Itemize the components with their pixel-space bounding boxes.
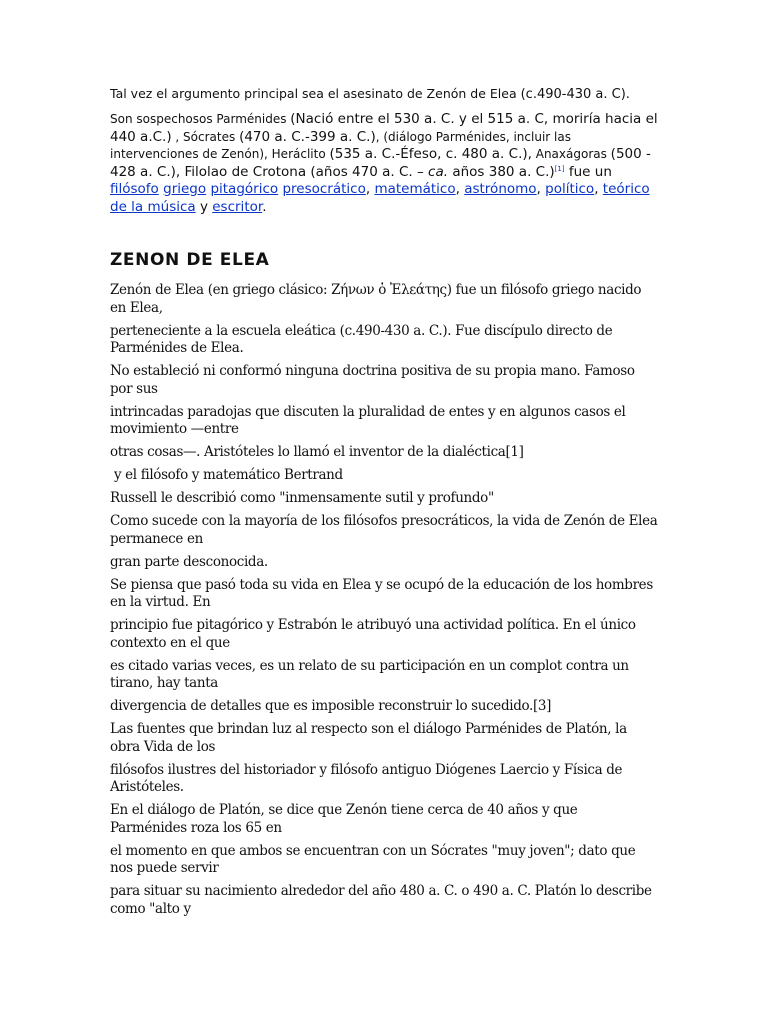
link-teorico-musica[interactable]: teórico de la música [110, 181, 650, 215]
link-astronomo[interactable]: astrónomo [464, 181, 537, 197]
paragraph: intrincadas paradojas que discuten la pluralidad de entes y en algunos casos el movimiento —entre [110, 403, 626, 437]
paragraph: y el filósofo y matemático Bertrand [110, 467, 343, 483]
link-escritor[interactable]: escritor [212, 198, 263, 215]
link-matematico[interactable]: matemático [374, 181, 456, 197]
paragraph: principio fue pitagórico y Estrabón le atribuyó una actividad política. En el único contexto en el que [110, 617, 636, 651]
body-text [110, 282, 658, 924]
intro-text-3: , Sócrates [171, 129, 240, 144]
paragraph: Como sucede con la mayoría de los filósofos presocráticos, la vida de Zenón de Elea permanece en [110, 513, 658, 547]
paragraph: Russell le describió como "inmensamente sutil y profundo" [110, 490, 494, 506]
intro-text-8: (500 - 428 a. C.), Filolao de Crotona (años 470 a. C. – [110, 146, 651, 180]
paragraph: divergencia de detalles que es imposible reconstruir lo sucedido.[3] [110, 698, 552, 714]
intro-line [110, 84, 658, 105]
link-politico[interactable]: político [545, 181, 595, 197]
paragraph: No estableció ni conformó ninguna doctrina positiva de su propia mano. Famoso por sus [110, 363, 635, 397]
link-griego[interactable]: griego [163, 181, 207, 197]
paragraph: En el diálogo de Platón, se dice que Zenón tiene cerca de 40 años y que Parménides roza los 65 en [110, 802, 578, 836]
intro-text-1: Son sospechosos Parménides [110, 112, 291, 126]
paragraph: el momento en que ambos se encuentran con un Sócrates "muy joven"; dato que nos puede servir [110, 842, 636, 876]
section-heading: ZENON DE ELEA [110, 250, 270, 270]
paragraph: gran parte desconocida. [110, 553, 268, 570]
link-presocratico[interactable]: presocrático [282, 181, 366, 197]
intro-text-end: . [262, 198, 267, 215]
paragraph: es citado varias veces, es un relato de su participación en un complot contra un tirano, hay tanta [110, 657, 629, 691]
intro-text-2: (Nació entre el 530 a. C. y el 515 a. C, moriría hacia el 440 a.C.) [110, 111, 658, 145]
intro-text-ca: ca. [428, 163, 449, 180]
paragraph: otras cosas—. Aristóteles lo llamó el inventor de la dialéctica[1] [110, 444, 524, 460]
paragraph: para situar su nacimiento alrededor del año 480 a. C. o 490 a. C. Platón lo describe como "alto y [110, 883, 652, 917]
intro-line-text: Tal vez el argumento principal sea el asesinato de Zenón de Elea [110, 86, 517, 101]
paragraph: filósofos ilustres del historiador y filósofo antiguo Diógenes Laercio y Física de Aristóteles. [110, 761, 623, 795]
intro-text-10: fue un [564, 163, 612, 180]
intro-text-and: y [195, 198, 213, 215]
intro-paragraph: Son sospechosos Parménides (Nació entre el 530 a. C. y el 515 a. C, moriría hacia el 440 a.C.) , Sócrates (470 a. C.-399 a. C.), (diálogo Parménides, incluir las intervenciones de Zenón), Heráclito (535 a. C.-Éfeso, c. 480 a. C.), Anaxágoras (500 - 428 a. C.), Filolao de Crotona (años 470 a. C. – ca. años 380 a. C.)[1] fue un filósofo griego pitagórico presocrático, matemático, astrónomo, político, teórico de la música y escritor. [110, 111, 658, 215]
intro-text-5: , (diálogo Parménides, incluir las intervenciones de Zenón), Heráclito [110, 129, 571, 161]
paragraph: Zenón de Elea (en griego clásico: Ζήνων ὁ Ἐλεάτης) fue un filósofo griego nacido en Elea, [110, 282, 642, 316]
intro-text-6: (535 a. C.-Éfeso, c. 480 a. C.), [329, 146, 532, 162]
intro-text-7: Anaxágoras [531, 147, 611, 161]
intro-text-9: años 380 a. C.) [448, 163, 555, 180]
footnote-ref-link[interactable]: [1] [554, 164, 565, 173]
intro-line-dates: (c.490-430 a. C). [520, 87, 630, 102]
paragraph: perteneciente a la escuela eleática (c.490-430 a. C.). Fue discípulo directo de Parménides de Elea. [110, 322, 613, 356]
intro-text-4: (470 a. C.-399 a. C.) [239, 128, 376, 145]
link-pitagorico[interactable]: pitagórico [210, 181, 279, 197]
link-filosofo[interactable]: filósofo [110, 181, 159, 197]
paragraph: Las fuentes que brindan luz al respecto son el diálogo Parménides de Platón, la obra Vida de los [110, 721, 627, 755]
paragraph: Se piensa que pasó toda su vida en Elea y se ocupó de la educación de los hombres en la virtud. En [110, 576, 653, 610]
